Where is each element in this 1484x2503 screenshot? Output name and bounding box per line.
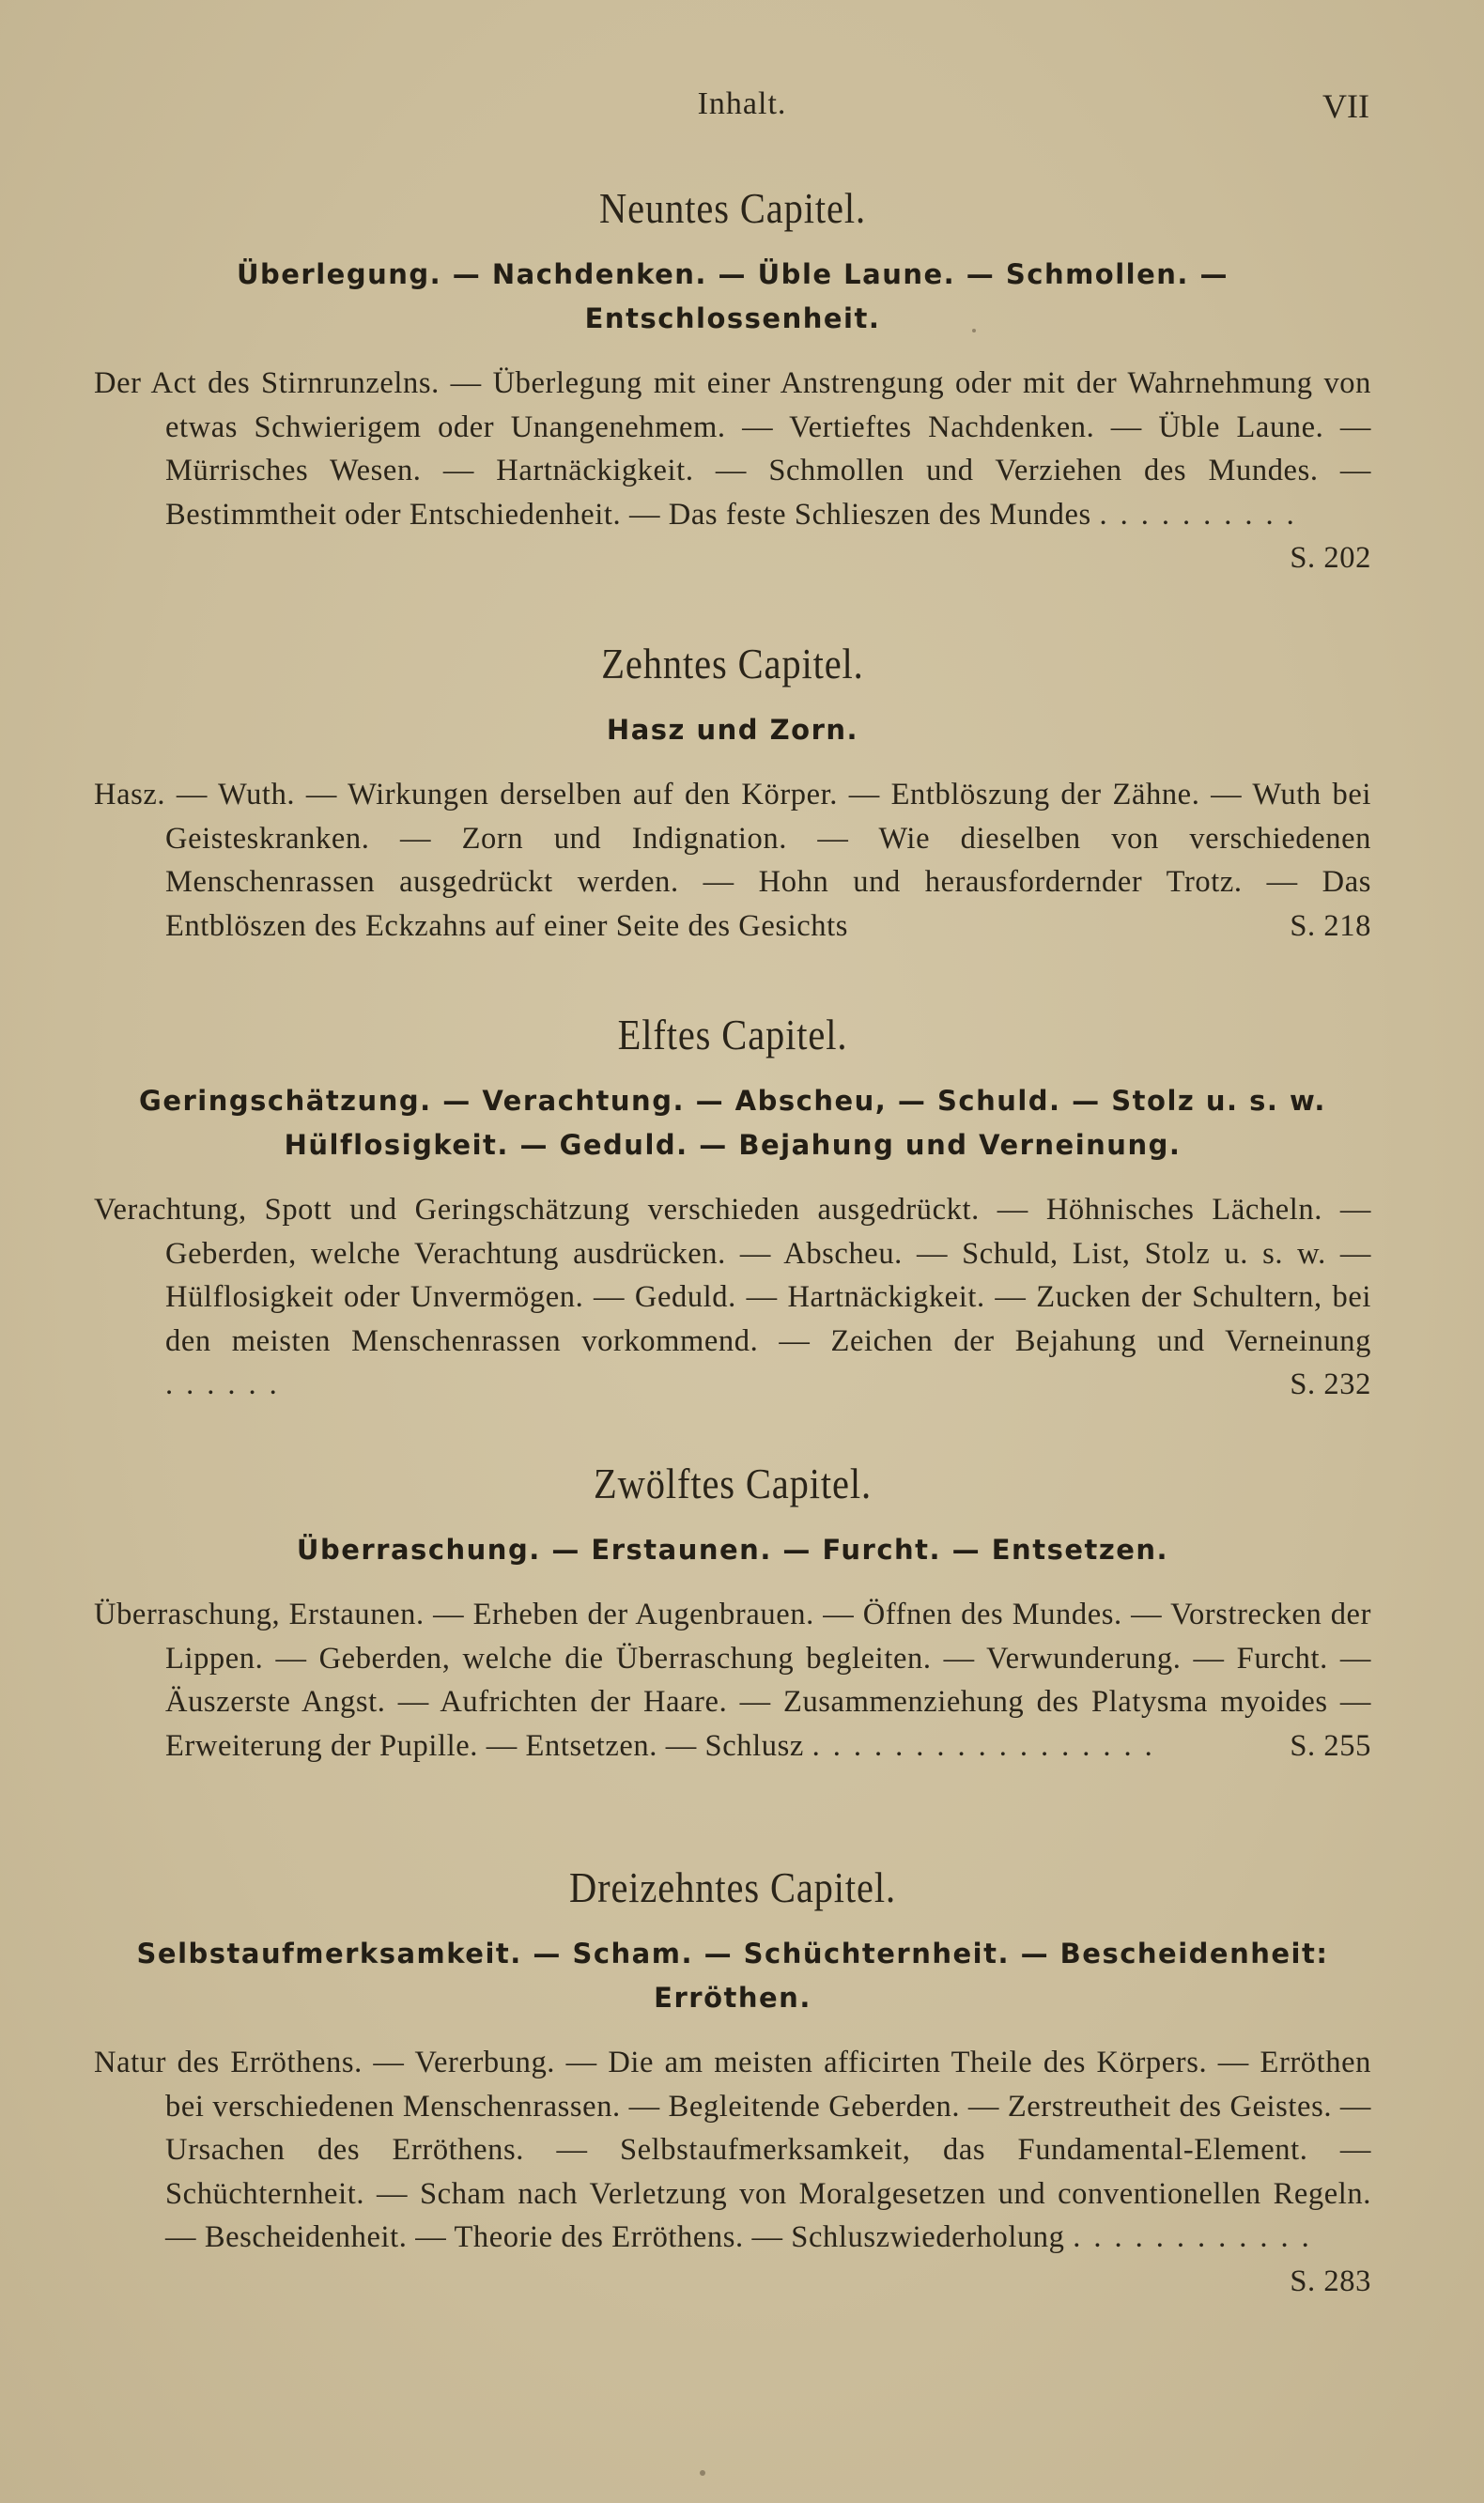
chapter-summary-text: Natur des Erröthens. — Vererbung. — Die am meisten afficirten Theile des Körpers. — Erröthen bei verschiedenen Menschenrassen. — Begleitende Geberden. — Zerstreutheit des Geistes. — Ursachen des Erröthens. — Selbstaufmerksamkeit, das Fundamental-Element. — Schüchternheit. — Scham nach Verletzung von Moralgesetzen und conventionellen Regeln. — Bescheidenheit. — Theorie des Erröthens. — Schluszwiederholung xyxy=(94,2046,1371,2254)
chapter-summary xyxy=(94,362,1371,575)
chapter-subtitle: Überraschung. — Erstaunen. — Furcht. — Entsetzen. xyxy=(296,1534,1169,1566)
leader-dots: .......... xyxy=(1099,497,1307,532)
page-reference: S. 218 xyxy=(1290,908,1371,943)
chapter-summary xyxy=(94,1188,1371,1407)
chapter-subtitle: Selbstaufmerksamkeit. — Scham. — Schüchternheit. — Bescheidenheit: Erröthen. xyxy=(136,1938,1329,2014)
chapter-summary xyxy=(94,773,1371,948)
chapter-summary-text: Verachtung, Spott und Geringschätzung verschieden ausgedrückt. — Höhnisches Lächeln. — Geberden, welche Verachtung ausdrücken. — Abscheu. — Schuld, List, Stolz u. s. w. — Hülflosigkeit oder Unvermögen. — Geduld. — Hartnäckigkeit. — Zucken der Schultern, bei den meisten Menschenrassen vorkommend. — Zeichen der Bejahung und Verneinung xyxy=(94,1193,1371,1358)
chapter-summary xyxy=(94,2041,1371,2298)
leader-dots: ...... xyxy=(165,1367,290,1401)
chapter-summary-text: Überraschung, Erstaunen. — Erheben der Augenbrauen. — Öffnen des Mundes. — Vorstrecken der Lippen. — Geberden, welche die Überraschung begleiten. — Verwunderung. — Furcht. — Äuszerste Angst. — Aufrichten der Haare. — Zusammenziehung des Platysma myoides — Erweiterung der Pupille. — Entsetzen. — Schlusz xyxy=(94,1598,1371,1763)
chapter-title: Elftes Capitel. xyxy=(617,1011,848,1058)
page-number: VII xyxy=(1322,87,1369,125)
chapter-subtitle: Überlegung. — Nachdenken. — Üble Laune. — Schmollen. — Entschlossenheit. xyxy=(236,258,1229,334)
paper-speck xyxy=(972,329,976,332)
chapter-summary-text: Hasz. — Wuth. — Wirkungen derselben auf den Körper. — Entblöszung der Zähne. — Wuth bei Geisteskranken. — Zorn und Indignation. — Wie dieselben von verschiedenen Menschenrassen ausgedrückt werden. — Hohn und herausfordernder Trotz. — Das Entblöszen des Eckzahns auf einer Seite des Gesichts xyxy=(94,778,1371,943)
chapter-summary-text: Der Act des Stirnrunzelns. — Überlegung mit einer Anstrengung oder mit der Wahrnehmung von etwas Schwierigem oder Unangenehmem. — Vertieftes Nachdenken. — Üble Laune. — Mürrisches Wesen. — Hartnäckigkeit. — Schmollen und Verziehen des Mundes. — Bestimmtheit oder Entschiedenheit. — Das feste Schlieszen des Mundes xyxy=(94,366,1371,532)
leader-dots: ............ xyxy=(1073,2220,1322,2254)
leader-dots: ................. xyxy=(812,1728,1166,1763)
chapter-summary xyxy=(94,1593,1371,1768)
chapter-subtitle: Hasz und Zorn. xyxy=(606,714,859,746)
page-header xyxy=(0,86,1484,133)
page-reference: S. 255 xyxy=(1290,1728,1371,1763)
chapter-9 xyxy=(94,181,1371,580)
chapter-title: Zwölftes Capitel. xyxy=(593,1460,873,1507)
chapter-11 xyxy=(94,1008,1371,1407)
chapter-title: Neuntes Capitel. xyxy=(599,184,866,232)
chapter-subtitle: Geringschätzung. — Verachtung. — Abscheu, — Schuld. — Stolz u. s. w. Hülflosigkeit. — Geduld. — Bejahung und Verneinung. xyxy=(139,1085,1326,1161)
chapter-12 xyxy=(94,1457,1371,1768)
chapter-title: Zehntes Capitel. xyxy=(601,640,864,688)
chapter-13 xyxy=(94,1861,1371,2303)
page-reference: S. 232 xyxy=(1290,1367,1371,1401)
chapter-title: Dreizehntes Capitel. xyxy=(568,1863,897,1911)
paper-speck xyxy=(700,2470,705,2476)
running-title: Inhalt. xyxy=(697,86,787,121)
chapter-10 xyxy=(94,637,1371,948)
page-reference: S. 202 xyxy=(1290,541,1371,575)
page-reference: S. 283 xyxy=(1290,2264,1371,2298)
